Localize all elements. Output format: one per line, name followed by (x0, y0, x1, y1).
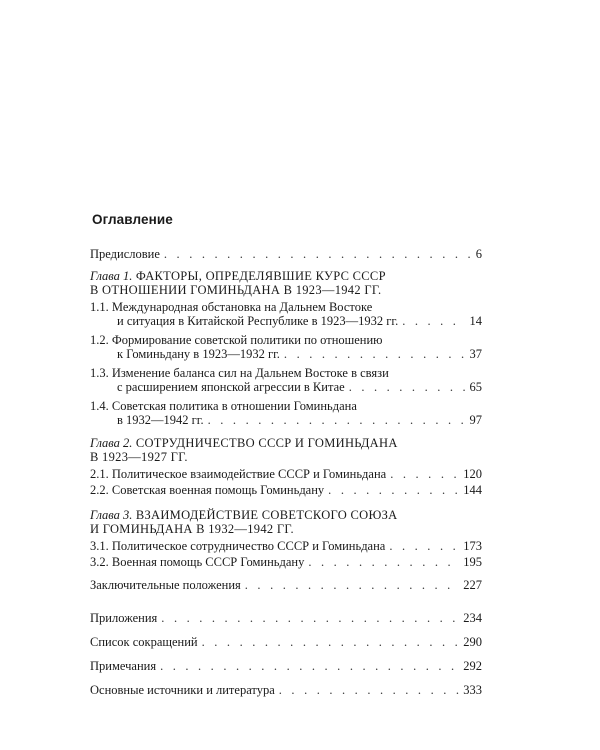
chapter-title-line: ФАКТОРЫ, ОПРЕДЕЛЯВШИЕ КУРС СССР (132, 269, 386, 283)
section-title: Советская политика в отношении Гоминьдана (111, 399, 357, 413)
section-title: Политическое сотрудничество СССР и Гоминьдана (111, 539, 386, 553)
section-title-continued: к Гоминьдану в 1923—1932 гг. (117, 347, 280, 361)
section-title: Советская военная помощь Гоминьдану (111, 483, 325, 497)
toc-page-number: 195 (463, 555, 482, 569)
toc-entry-1-1[interactable] (90, 300, 482, 328)
toc-chapter-2[interactable] (90, 436, 482, 464)
page-title: Оглавление (92, 212, 173, 227)
toc-page-number: 120 (463, 467, 482, 481)
dot-leader (349, 380, 466, 394)
dot-leader (308, 555, 459, 569)
section-title: Военная помощь СССР Гоминьдану (111, 555, 305, 569)
chapter-title (90, 436, 482, 450)
toc-entry-preface[interactable] (90, 247, 482, 261)
toc-entry-title: Предисловие (90, 247, 160, 261)
toc-page-number: 6 (475, 247, 482, 261)
toc-entry-3-1[interactable] (90, 539, 482, 553)
dot-leader (164, 247, 472, 261)
toc-entry-title: Основные источники и литература (90, 683, 275, 697)
chapter-title-line: В ОТНОШЕНИИ ГОМИНЬДАНА В 1923—1942 ГГ. (90, 283, 382, 297)
chapter-title (90, 269, 482, 283)
toc-entry-3-2[interactable] (90, 555, 482, 569)
chapter-title-line: В 1923—1927 ГГ. (90, 450, 188, 464)
toc-page-number: 37 (469, 347, 482, 361)
toc-entry-1-3[interactable] (90, 366, 482, 394)
chapter-label: Глава 1. (90, 269, 133, 283)
section-number: 3.1. (90, 539, 109, 553)
section-number: 1.3. (90, 366, 109, 380)
section-number: 1.1. (90, 300, 109, 314)
toc-entry-title: Примечания (90, 659, 157, 673)
toc-entry-1-2[interactable] (90, 333, 482, 361)
chapter-label: Глава 2. (90, 436, 133, 450)
toc-entry-title: Приложения (90, 611, 158, 625)
chapter-title (90, 508, 482, 522)
toc-entry-appendices[interactable] (90, 611, 482, 625)
chapter-title-line: ВЗАИМОДЕЙСТВИЕ СОВЕТСКОГО СОЮЗА (132, 508, 398, 522)
chapter-title-line: И ГОМИНЬДАНА В 1932—1942 ГГ. (90, 522, 294, 536)
toc-entry-2-1[interactable] (90, 467, 482, 481)
section-title: Международная обстановка на Дальнем Востоке (111, 300, 373, 314)
section-title: Формирование советской политики по отношению (111, 333, 383, 347)
section-number: 1.4. (90, 399, 109, 413)
toc-page-number: 14 (469, 314, 482, 328)
toc-page-number: 65 (469, 380, 482, 394)
dot-leader (279, 683, 459, 697)
toc-page-number: 144 (463, 483, 482, 497)
toc-page-number: 97 (469, 413, 482, 427)
toc-entry-notes[interactable] (90, 659, 482, 673)
toc-entry-conclusion[interactable] (90, 578, 482, 592)
dot-leader (208, 413, 466, 427)
section-number: 1.2. (90, 333, 109, 347)
toc-page-number: 234 (463, 611, 482, 625)
toc-page-number: 173 (463, 539, 482, 553)
dot-leader (402, 314, 465, 328)
toc-entry-2-2[interactable] (90, 483, 482, 497)
toc-chapter-3[interactable] (90, 508, 482, 536)
dot-leader (161, 611, 459, 625)
section-number: 2.2. (90, 483, 109, 497)
toc-page-number: 290 (463, 635, 482, 649)
section-title-continued: в 1932—1942 гг. (117, 413, 204, 427)
dot-leader (328, 483, 459, 497)
section-number: 3.2. (90, 555, 109, 569)
toc-entry-title: Список сокращений (90, 635, 198, 649)
toc-entry-sources[interactable] (90, 683, 482, 697)
toc-entry-title: Заключительные положения (90, 578, 241, 592)
section-title-continued: и ситуация в Китайской Республике в 1923—1932 гг. (117, 314, 399, 328)
dot-leader (245, 578, 459, 592)
chapter-label: Глава 3. (90, 508, 133, 522)
dot-leader (160, 659, 459, 673)
section-number: 2.1. (90, 467, 109, 481)
dot-leader (202, 635, 460, 649)
toc-page-number: 227 (463, 578, 482, 592)
toc-page-number: 292 (463, 659, 482, 673)
toc-entry-1-4[interactable] (90, 399, 482, 427)
dot-leader (284, 347, 466, 361)
toc-page-number: 333 (463, 683, 482, 697)
toc-chapter-1[interactable] (90, 269, 482, 297)
chapter-title-line: СОТРУДНИЧЕСТВО СССР И ГОМИНЬДАНА (132, 436, 398, 450)
dot-leader (389, 539, 459, 553)
section-title-continued: с расширением японской агрессии в Китае (117, 380, 345, 394)
section-title: Изменение баланса сил на Дальнем Востоке в связи (111, 366, 389, 380)
toc-entry-abbreviations[interactable] (90, 635, 482, 649)
dot-leader (390, 467, 459, 481)
section-title: Политическое взаимодействие СССР и Гоминьдана (111, 467, 387, 481)
